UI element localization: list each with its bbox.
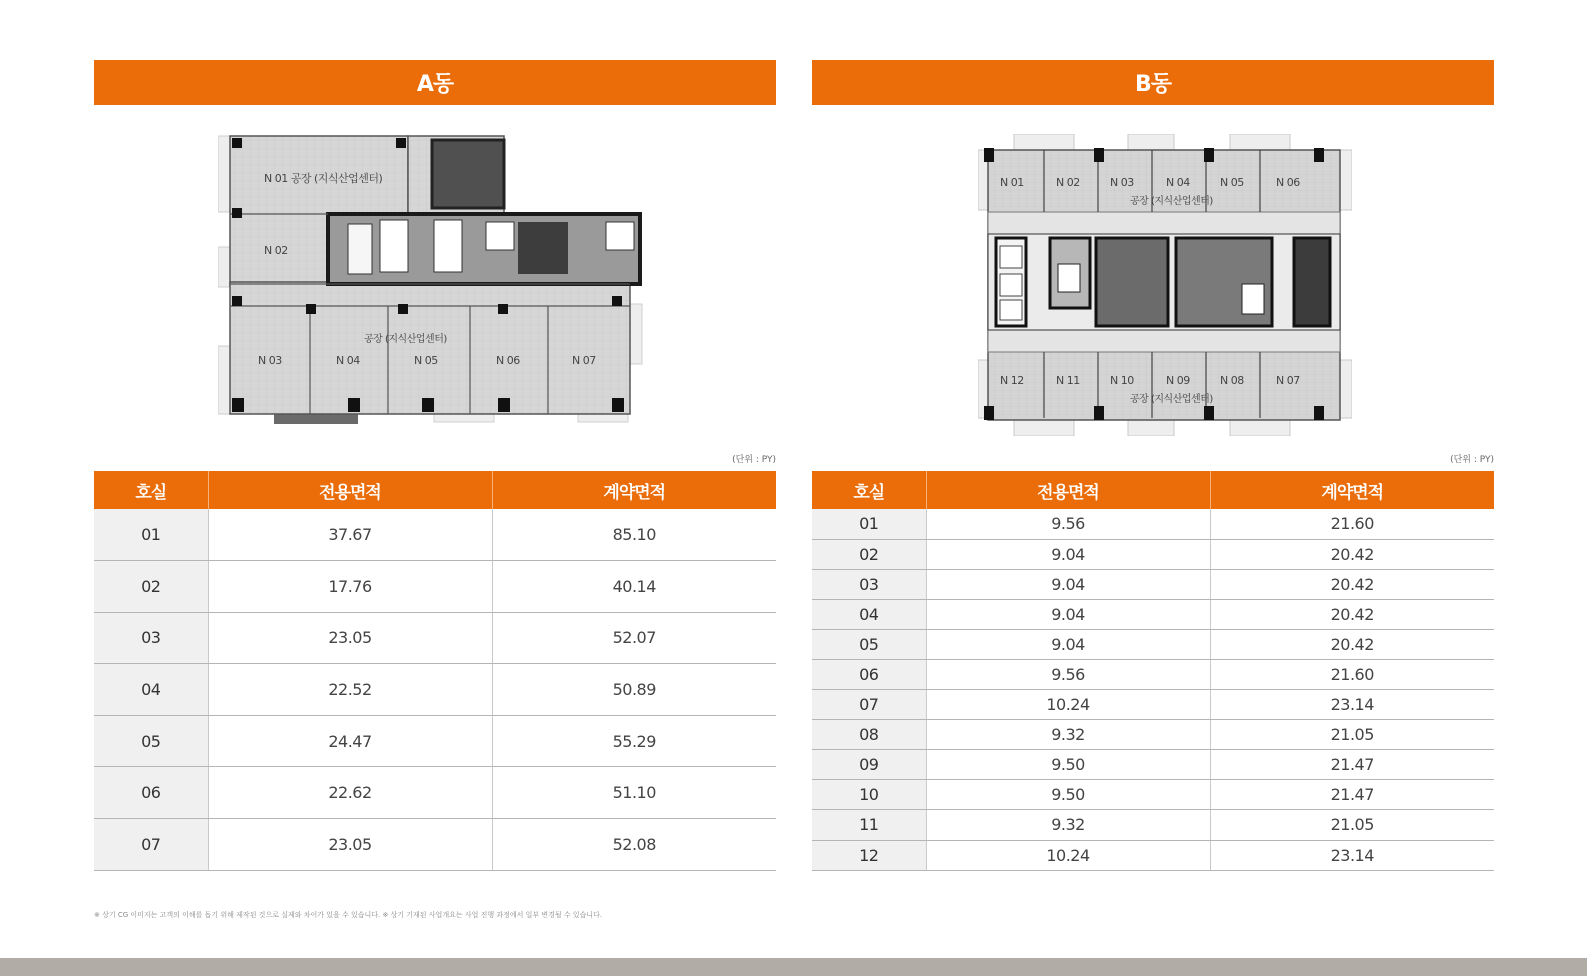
plan-b-label-n08: N 08 bbox=[1220, 374, 1244, 387]
building-a-unit-note: (단위 : PY) bbox=[732, 455, 776, 465]
plan-b-label-n12: N 12 bbox=[1000, 374, 1024, 387]
plan-a-label-n06: N 06 bbox=[496, 354, 520, 367]
exclusive-area-cell: 9.32 bbox=[926, 720, 1210, 750]
plan-b-label-n07: N 07 bbox=[1276, 374, 1300, 387]
table-row bbox=[94, 819, 776, 871]
contract-area-cell: 40.14 bbox=[492, 561, 776, 613]
contract-area-cell: 55.29 bbox=[492, 715, 776, 767]
exclusive-area-cell: 9.04 bbox=[926, 569, 1210, 599]
table-row bbox=[94, 664, 776, 716]
contract-area-cell: 20.42 bbox=[1210, 569, 1494, 599]
room-cell: 07 bbox=[812, 690, 926, 720]
plan-b-label-n03: N 03 bbox=[1110, 176, 1134, 189]
exclusive-area-cell: 9.04 bbox=[926, 599, 1210, 629]
table-row bbox=[812, 780, 1494, 810]
building-a-title: A동 bbox=[416, 72, 454, 97]
plan-a-label-n07: N 07 bbox=[572, 354, 596, 367]
building-a-header bbox=[94, 60, 776, 105]
exclusive-area-cell: 17.76 bbox=[208, 561, 492, 613]
exclusive-area-cell: 9.50 bbox=[926, 780, 1210, 810]
header-room: 호실 bbox=[812, 471, 926, 509]
table-header-row bbox=[812, 471, 1494, 509]
contract-area-cell: 20.42 bbox=[1210, 629, 1494, 659]
contract-area-cell: 21.05 bbox=[1210, 810, 1494, 840]
plan-b-label-factory-bottom: 공장 (지식산업센터) bbox=[1130, 394, 1213, 405]
contract-area-cell: 21.05 bbox=[1210, 720, 1494, 750]
table-row bbox=[94, 509, 776, 561]
contract-area-cell: 23.14 bbox=[1210, 840, 1494, 870]
table-row bbox=[812, 750, 1494, 780]
header-room: 호실 bbox=[94, 471, 208, 509]
disclaimer-footnote: ※ 상기 CG 이미지는 고객의 이해를 돕기 위해 제작된 것으로 실제와 차이가 있을 수 있습니다. ※ 상기 기재된 사업개요는 사업 진행 과정에서 일부 변경될 수 있습니다. bbox=[94, 911, 603, 919]
plan-b-label-n06: N 06 bbox=[1276, 176, 1300, 189]
table-row bbox=[94, 767, 776, 819]
header-contract-area: 계약면적 bbox=[1210, 471, 1494, 509]
room-cell: 02 bbox=[94, 561, 208, 613]
contract-area-cell: 52.08 bbox=[492, 819, 776, 871]
table-row bbox=[812, 810, 1494, 840]
room-cell: 02 bbox=[812, 539, 926, 569]
contract-area-cell: 21.47 bbox=[1210, 780, 1494, 810]
exclusive-area-cell: 9.56 bbox=[926, 509, 1210, 539]
exclusive-area-cell: 24.47 bbox=[208, 715, 492, 767]
plan-b-label-n04: N 04 bbox=[1166, 176, 1190, 189]
contract-area-cell: 21.60 bbox=[1210, 509, 1494, 539]
plan-b-label-n01: N 01 bbox=[1000, 176, 1024, 189]
table-row bbox=[94, 561, 776, 613]
exclusive-area-cell: 22.52 bbox=[208, 664, 492, 716]
plan-a-label-n01: N 01 공장 (지식산업센터) bbox=[264, 172, 383, 185]
plan-b-label-n05: N 05 bbox=[1220, 176, 1244, 189]
contract-area-cell: 52.07 bbox=[492, 612, 776, 664]
plan-a-label-n02: N 02 bbox=[264, 244, 288, 257]
table-row bbox=[812, 539, 1494, 569]
room-cell: 08 bbox=[812, 720, 926, 750]
contract-area-cell: 51.10 bbox=[492, 767, 776, 819]
exclusive-area-cell: 9.56 bbox=[926, 659, 1210, 689]
plan-b-label-n10: N 10 bbox=[1110, 374, 1134, 387]
exclusive-area-cell: 10.24 bbox=[926, 690, 1210, 720]
table-header-row bbox=[94, 471, 776, 509]
exclusive-area-cell: 9.32 bbox=[926, 810, 1210, 840]
room-cell: 09 bbox=[812, 750, 926, 780]
exclusive-area-cell: 9.04 bbox=[926, 629, 1210, 659]
building-a-area-table bbox=[94, 471, 776, 871]
footer-bar bbox=[0, 958, 1587, 976]
exclusive-area-cell: 9.50 bbox=[926, 750, 1210, 780]
contract-area-cell: 23.14 bbox=[1210, 690, 1494, 720]
table-row bbox=[812, 599, 1494, 629]
exclusive-area-cell: 9.04 bbox=[926, 539, 1210, 569]
room-cell: 03 bbox=[812, 569, 926, 599]
plan-a-label-n04: N 04 bbox=[336, 354, 360, 367]
room-cell: 04 bbox=[94, 664, 208, 716]
building-a-floorplan bbox=[218, 132, 652, 437]
building-b-title: B동 bbox=[1134, 72, 1172, 97]
room-cell: 10 bbox=[812, 780, 926, 810]
table-row bbox=[812, 509, 1494, 539]
plan-b-label-n02: N 02 bbox=[1056, 176, 1080, 189]
exclusive-area-cell: 10.24 bbox=[926, 840, 1210, 870]
plan-a-label-n05: N 05 bbox=[414, 354, 438, 367]
table-row bbox=[812, 629, 1494, 659]
room-cell: 12 bbox=[812, 840, 926, 870]
contract-area-cell: 20.42 bbox=[1210, 539, 1494, 569]
table-row bbox=[94, 715, 776, 767]
table-row bbox=[94, 612, 776, 664]
exclusive-area-cell: 23.05 bbox=[208, 819, 492, 871]
building-b-unit-note: (단위 : PY) bbox=[1450, 455, 1494, 465]
table-row bbox=[812, 569, 1494, 599]
contract-area-cell: 85.10 bbox=[492, 509, 776, 561]
room-cell: 05 bbox=[812, 629, 926, 659]
plan-a-label-n03: N 03 bbox=[258, 354, 282, 367]
room-cell: 03 bbox=[94, 612, 208, 664]
exclusive-area-cell: 23.05 bbox=[208, 612, 492, 664]
room-cell: 05 bbox=[94, 715, 208, 767]
building-b-floorplan bbox=[978, 134, 1352, 436]
room-cell: 04 bbox=[812, 599, 926, 629]
room-cell: 11 bbox=[812, 810, 926, 840]
building-b-area-table bbox=[812, 471, 1494, 871]
plan-b-label-factory-top: 공장 (지식산업센터) bbox=[1130, 196, 1213, 207]
header-exclusive-area: 전용면적 bbox=[208, 471, 492, 509]
plan-b-label-n09: N 09 bbox=[1166, 374, 1190, 387]
plan-a-label-factory: 공장 (지식산업센터) bbox=[364, 334, 447, 345]
contract-area-cell: 20.42 bbox=[1210, 599, 1494, 629]
table-row bbox=[812, 690, 1494, 720]
exclusive-area-cell: 37.67 bbox=[208, 509, 492, 561]
contract-area-cell: 21.60 bbox=[1210, 659, 1494, 689]
table-row bbox=[812, 720, 1494, 750]
building-b-header bbox=[812, 60, 1494, 105]
room-cell: 07 bbox=[94, 819, 208, 871]
exclusive-area-cell: 22.62 bbox=[208, 767, 492, 819]
plan-b-label-n11: N 11 bbox=[1056, 374, 1080, 387]
room-cell: 06 bbox=[812, 659, 926, 689]
table-row bbox=[812, 659, 1494, 689]
table-row bbox=[812, 840, 1494, 870]
contract-area-cell: 50.89 bbox=[492, 664, 776, 716]
header-contract-area: 계약면적 bbox=[492, 471, 776, 509]
room-cell: 01 bbox=[812, 509, 926, 539]
header-exclusive-area: 전용면적 bbox=[926, 471, 1210, 509]
room-cell: 01 bbox=[94, 509, 208, 561]
contract-area-cell: 21.47 bbox=[1210, 750, 1494, 780]
room-cell: 06 bbox=[94, 767, 208, 819]
